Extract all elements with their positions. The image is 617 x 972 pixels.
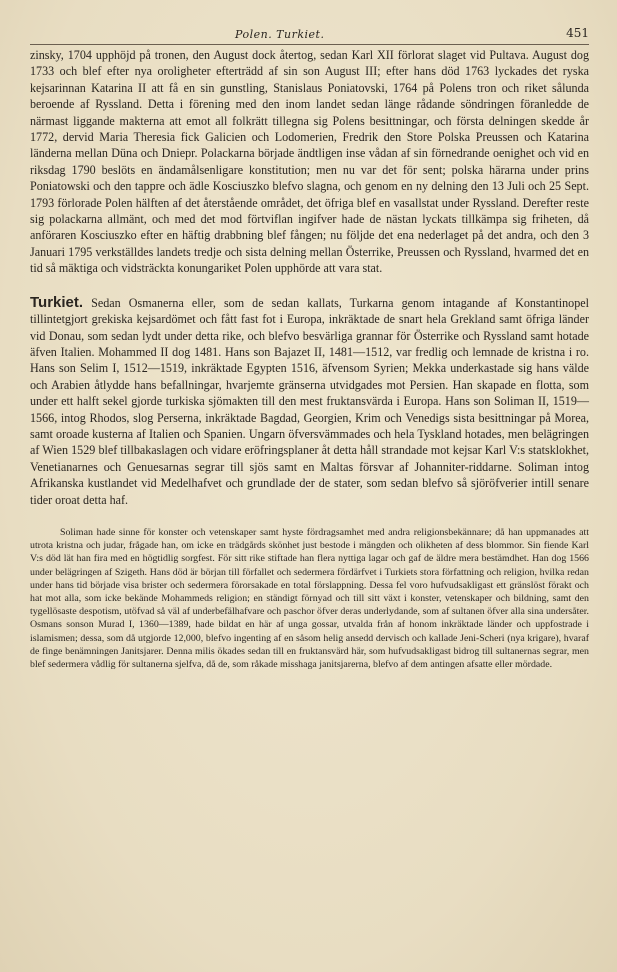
page-header <box>30 26 589 45</box>
main-text <box>30 47 589 508</box>
turkiet-paragraph: Sedan Osmanerna eller, som de sedan kallats, Turkarna genom intagande af Konstantinopel tillintetgjort grekiska kejsardömet och fått fast fot i Europa, inkräktade de snart hela Grekland samt öfriga länder vid Donau, som sedan lydt under detta rike, och blefvo besvärliga grannar för Österrike och Ryssland samt hotade äfven Italien. Mohammed II dog 1481. Hans son Bajazet II, 1481—1512, var fredlig och lemnade de kristna i ro. Hans son Selim I, 1512—1519, inkräktade Egypten 1516, äfvensom Syrien; Mekka underkastade sig hans välde och Arabien åtlydde hans befallningar, hvarjemte gränserna utvidgades mot Persien. Han skapade en flotta, som under ett halft sekel gjorde turkiska sjömakten till den mest fruktansvärda i Europa. Hans son Soliman II, 1519—1566, intog Rhodos, slog Perserna, inkräktade Bagdad, Georgien, Krim och Venedigs sista besittningar på Morea, samt oroade kusterna af Italien och Spanien. Ungarn öfversvämmades och hela Tyskland hotades, men belägringen af Wien 1529 blef tillbakaslagen och vidare eröfringsplaner åt detta håll strandade mot kejsar Karl V:s statsklokhet, Venetianarnes och Genuesarnas segrar till sjös samt en Maltas försvar af Johanniter-riddarne. Soliman intog Afrikanska kustlandet vid Medelhafvet och grundlade der de stater, som sedan blefvo så sjöröfverier intill senare tider oroat detta haf. <box>30 295 589 507</box>
turkiet-section <box>30 295 589 508</box>
footnote: Soliman hade sinne för konster och vetenskaper samt hyste fördragsamhet med andra religionsbekännare; då han uppmanades att utrota kristna och judar, frågade han, om icke en trädgårds skönhet just bestode i mängden och olikheten af dess blommor. Sin fiende Karl V:s död lät han fira med en högtidlig sorgfest. För sitt rike stiftade han flera nyttiga lagar och gaf de äldre mera bestämdhet. Han dog 1566 under belägringen af Szigeth. Hans död är början till förfallet och sedermera fördärfvet i Turkiets stora författning och religion, hvilka redan under hans tid började visa brister och sedermera förorsakade en total förslappning. Dessa fel voro hufvudsakligast ett gränslöst förakt och hat mot alla, som icke bekände Mohammeds religion; en ständigt förnyad och till sitt växt i konster, vetenskaper och bildning, samt den tygellösaste despotism, utöfvad så väl af underbefälhafvare och paschor öfver deras underlydande, som af sultanen öfver alla sina undersåter. Osmans sonson Murad I, 1360—1389, hade bildat en här af unga gossar, utvalda från af honom inkräktade länder och uppfostrade i islamismen; dessa, som då utgjorde 12,000, blefvo ingenting af en såsom helig ansedd dervisch och kallade Jeni-Scheri (nya krigare), hvaraf de finge benämningen Janitsjarer. Denna milis ökades sedan till en fruktansvärd här, som hufvudsakligast bidrog till sultanernas segrar, men blef sedermera vådlig för sultanerna sjelfva, då de, som råkade misshaga janitsjarerna, blefvo af dem antingen afsatte eller mördade. <box>30 526 589 670</box>
section-gap <box>30 277 589 295</box>
page-number: 451 <box>566 26 589 40</box>
running-title: Polen. Turkiet. <box>235 28 325 41</box>
section-title-turkiet: Turkiet. <box>30 293 84 311</box>
polen-paragraph: zinsky, 1704 upphöjd på tronen, den August dock återtog, sedan Karl XII förlorat slaget vid Pultava. August dog 1733 och blef efter nya oroligheter efterträdd af sin son August III; efter hans död 1763 lyckades det ryska kejsarinnan Katarina II att få en sin gunstling, Stanislaus Poniatovski, 1764 på Polens tron och riket sålunda beroende af Ryssland. Detta i förening med den inom landet sedan länge rådande söndringen föranledde de närmast liggande makterna att emot all folkrätt tillegna sig Polens besittningar, och första delningen skedde år 1772, dervid Maria Theresia fick Galicien och Lodomerien, Fredrik den Store Polska Preussen och Katarina länderna mellan Düna och Dniepr. Polackarna började ändtligen inse vådan af sin förnedrande oenighet och vid en riksdag 1790 beslöts en ändamålsenligare konstitution; men nu var det för sent; polska härarna under prins Poniatowski och den tappre och ädle Kosciuszko blefvo slagna, och genom en ny delning den 13 Juli och 25 Sept. 1793 förlorade Polen hälften af det återstående området, det öfriga blef en vasallstat under Ryssland. Derefter reste sig polackarna allmänt, och med det mod förtviflan ingifver hade de nästan lyckats tillkämpa sig friheten, då anföraren Kosciuszko efter en häftig drabbning blef fången; nu följde det ena nederlaget på det andra, och den 3 Januari 1795 verkställdes landets tredje och sista delning mellan Österrike, Preussen och Ryssland, hvarmed det en tid så mäktiga och vidsträckta konungariket Polen upphörde att vara stat. <box>30 48 589 276</box>
